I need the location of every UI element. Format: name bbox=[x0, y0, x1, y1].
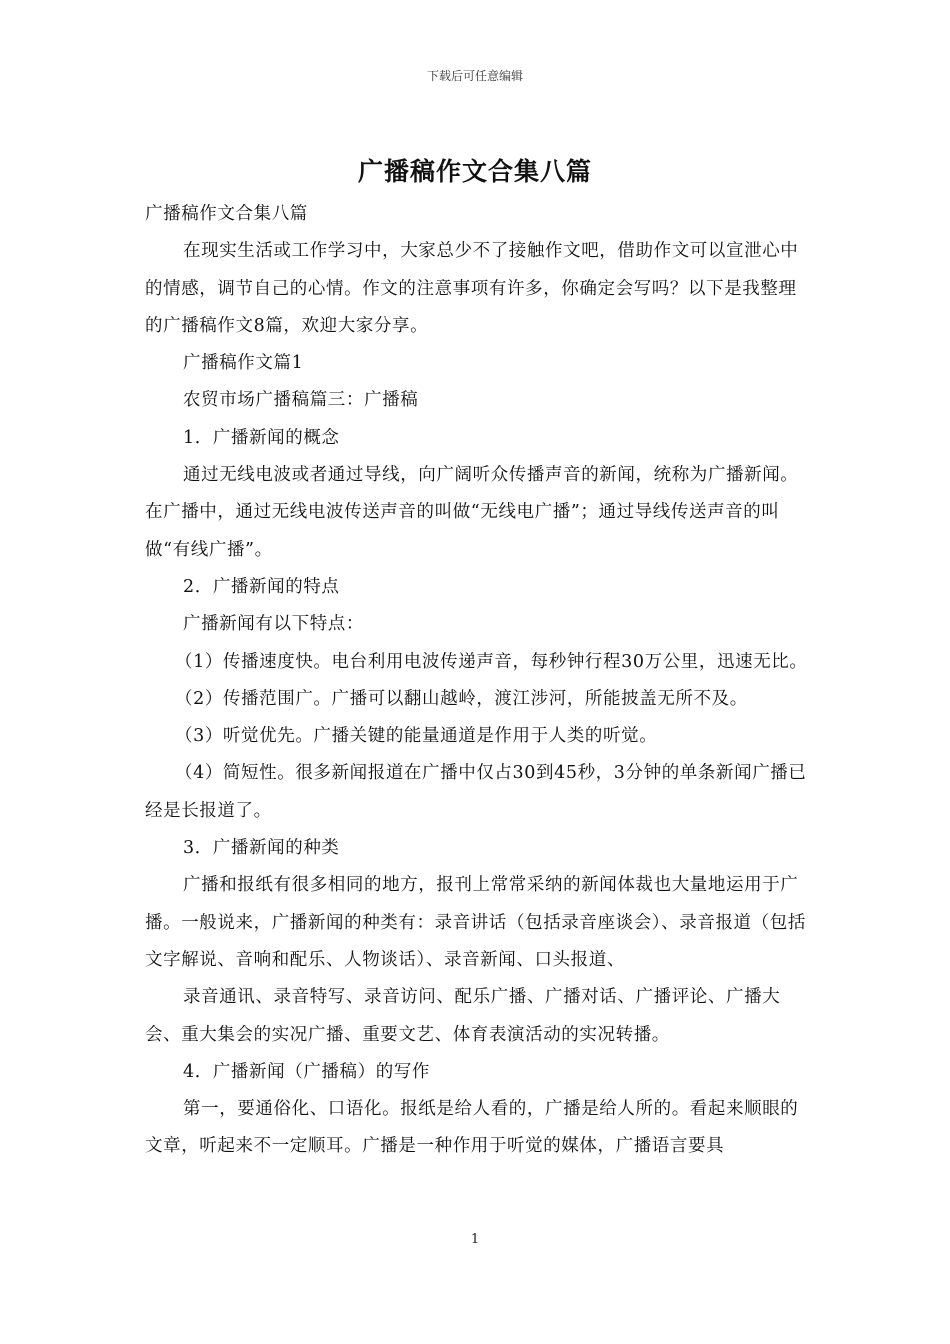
paragraph-types: 广播和报纸有很多相同的地方，报刊上常常采纳的新闻体裁也大量地运用于广播。一般说来，广播新闻的种类有：录音讲话（包括录音座谈会）、录音报道（包括文字解说、音响和配乐、人物谈话）、录音新闻、口头报道、 bbox=[145, 875, 806, 970]
paragraph-feature-3: （3）听觉优先。广播关键的能量通道是作用于人类的听觉。 bbox=[175, 726, 658, 747]
paragraph-subtitle: 广播稿作文合集八篇 bbox=[145, 204, 308, 224]
paragraph-feature-4: （4）简短性。很多新闻报道在广播中仅占30到45秒，3分钟的单条新闻广播已经是长报道了。 bbox=[145, 763, 807, 821]
paragraph-subheading: 农贸市场广播稿篇三：广播稿 bbox=[183, 390, 419, 411]
paragraph-features-intro: 广播新闻有以下特点： bbox=[183, 614, 364, 635]
paragraph-point-heading-1: 1．广播新闻的概念 bbox=[183, 427, 340, 448]
document-body bbox=[145, 196, 810, 1166]
paragraph-point-heading-3: 3．广播新闻的种类 bbox=[183, 838, 340, 859]
paragraph-writing: 第一，要通俗化、口语化。报纸是给人看的，广播是给人所的。看起来顺眼的文章，听起来不一定顺耳。广播是一种作用于听觉的媒体，广播语言要具 bbox=[145, 1099, 799, 1157]
paragraph-intro: 在现实生活或工作学习中，大家总少不了接触作文吧，借助作文可以宣泄心中的情感，调节自己的心情。作文的注意事项有许多，你确定会写吗？以下是我整理的广播稿作文8篇，欢迎大家分享。 bbox=[145, 241, 799, 336]
page-number: 1 bbox=[470, 1232, 480, 1247]
paragraph-point-heading-4: 4．广播新闻（广播稿）的写作 bbox=[183, 1061, 431, 1082]
document-title: 广播稿作文合集八篇 bbox=[357, 157, 592, 186]
paragraph-concept: 通过无线电波或者通过导线，向广阔听众传播声音的新闻，统称为广播新闻。在广播中，通过无线电波传送声音的叫做“无线电广播”；通过导线传送声音的叫做“有线广播”。 bbox=[145, 465, 799, 560]
header-note: 下载后可任意编辑 bbox=[426, 69, 523, 83]
paragraph-types-continued: 录音通讯、录音特写、录音访问、配乐广播、广播对话、广播评论、广播大会、重大集会的实况广播、重要文艺、体育表演活动的实况转播。 bbox=[145, 987, 781, 1045]
paragraph-point-heading-2: 2．广播新闻的特点 bbox=[183, 576, 340, 597]
paragraph-section-heading: 广播稿作文篇1 bbox=[183, 353, 304, 374]
paragraph-feature-1: （1）传播速度快。电台利用电波传递声音，每秒钟行程30万公里，迅速无比。 bbox=[175, 651, 808, 672]
paragraph-feature-2: （2）传播范围广。广播可以翻山越岭，渡江涉河，所能披盖无所不及。 bbox=[175, 688, 748, 709]
